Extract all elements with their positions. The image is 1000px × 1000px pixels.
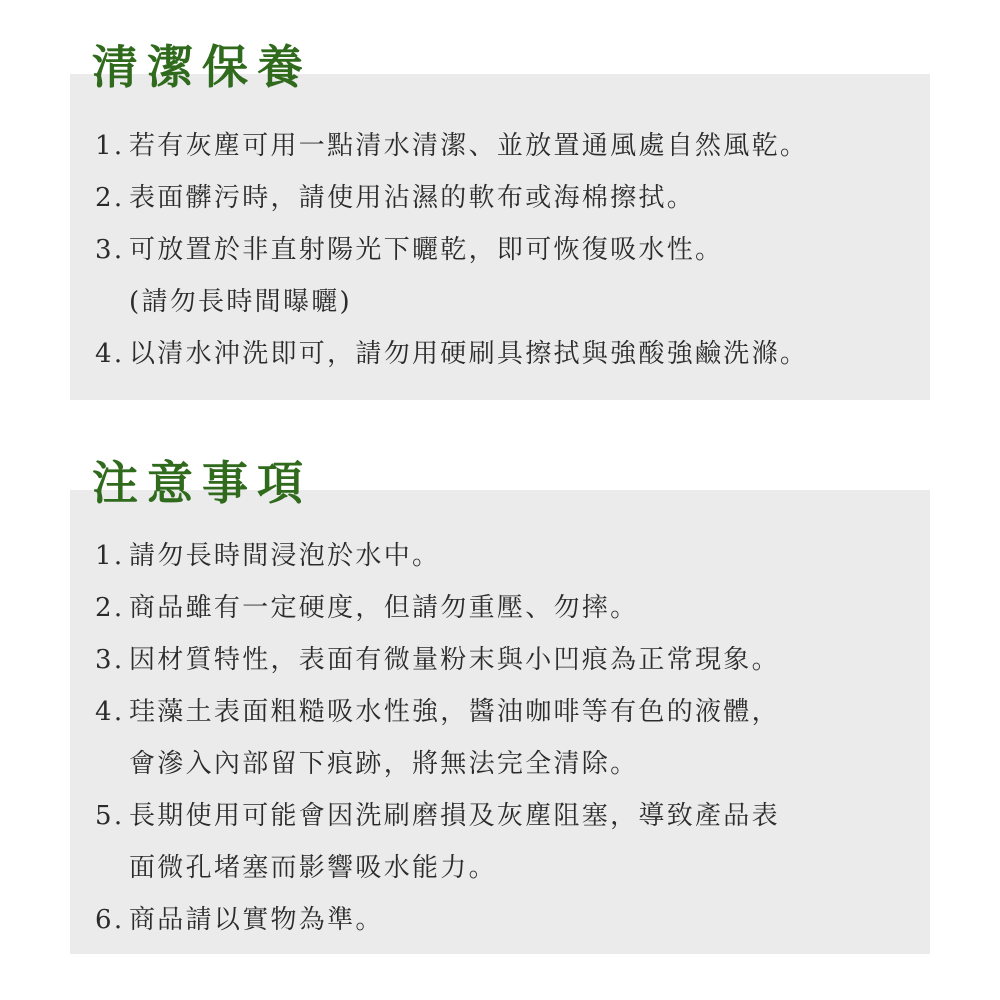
item-text: 若有灰塵可用一點清水清潔、並放置通風處自然風乾。 [129,131,809,161]
care-list [95,120,808,380]
notes-list [95,530,780,946]
item-text: 因材質特性，表面有微量粉末與小凹痕為正常現象。 [129,645,780,675]
item-text: 珪藻土表面粗糙吸水性強，醬油咖啡等有色的液體， [129,697,780,727]
list-item [95,634,780,686]
list-item [95,172,808,224]
item-number: 3. [95,235,125,265]
item-text: 表面髒污時，請使用沾濕的軟布或海棉擦拭。 [129,183,696,213]
item-line [95,120,808,172]
item-continuation: 面微孔堵塞而影響吸水能力。 [129,853,497,883]
list-item [95,530,780,582]
item-text: 長期使用可能會因洗刷磨損及灰塵阻塞，導致產品表 [129,801,780,831]
item-line [95,686,780,738]
care-section-title: 清潔保養 [92,40,312,94]
item-continuation: 會滲入內部留下痕跡，將無法完全清除。 [129,749,639,779]
list-item [95,120,808,172]
item-text: 可放置於非直射陽光下曬乾，即可恢復吸水性。 [129,235,724,265]
item-line [95,328,808,380]
item-number: 4. [95,339,125,369]
item-text: 商品雖有一定硬度，但請勿重壓、勿摔。 [129,593,639,623]
item-line [95,224,808,276]
list-item [95,224,808,328]
list-item [95,328,808,380]
item-text: 商品請以實物為準。 [129,905,384,935]
list-item [95,790,780,894]
list-item [95,582,780,634]
item-number: 1. [95,131,125,161]
item-number: 2. [95,183,125,213]
item-number: 1. [95,541,125,571]
item-continuation: (請勿長時間曝曬) [129,287,352,317]
item-number: 2. [95,593,125,623]
item-line [95,530,780,582]
item-line [95,582,780,634]
item-number: 4. [95,697,125,727]
item-line [95,634,780,686]
item-text: 請勿長時間浸泡於水中。 [129,541,441,571]
item-line [95,172,808,224]
item-number: 6. [95,905,125,935]
item-number: 3. [95,645,125,675]
list-item [95,894,780,946]
list-item [95,686,780,790]
item-line [95,790,780,842]
notes-section-title: 注意事項 [92,456,312,510]
item-text: 以清水沖洗即可，請勿用硬刷具擦拭與強酸強鹼洗滌。 [129,339,809,369]
item-line [95,894,780,946]
item-number: 5. [95,801,125,831]
